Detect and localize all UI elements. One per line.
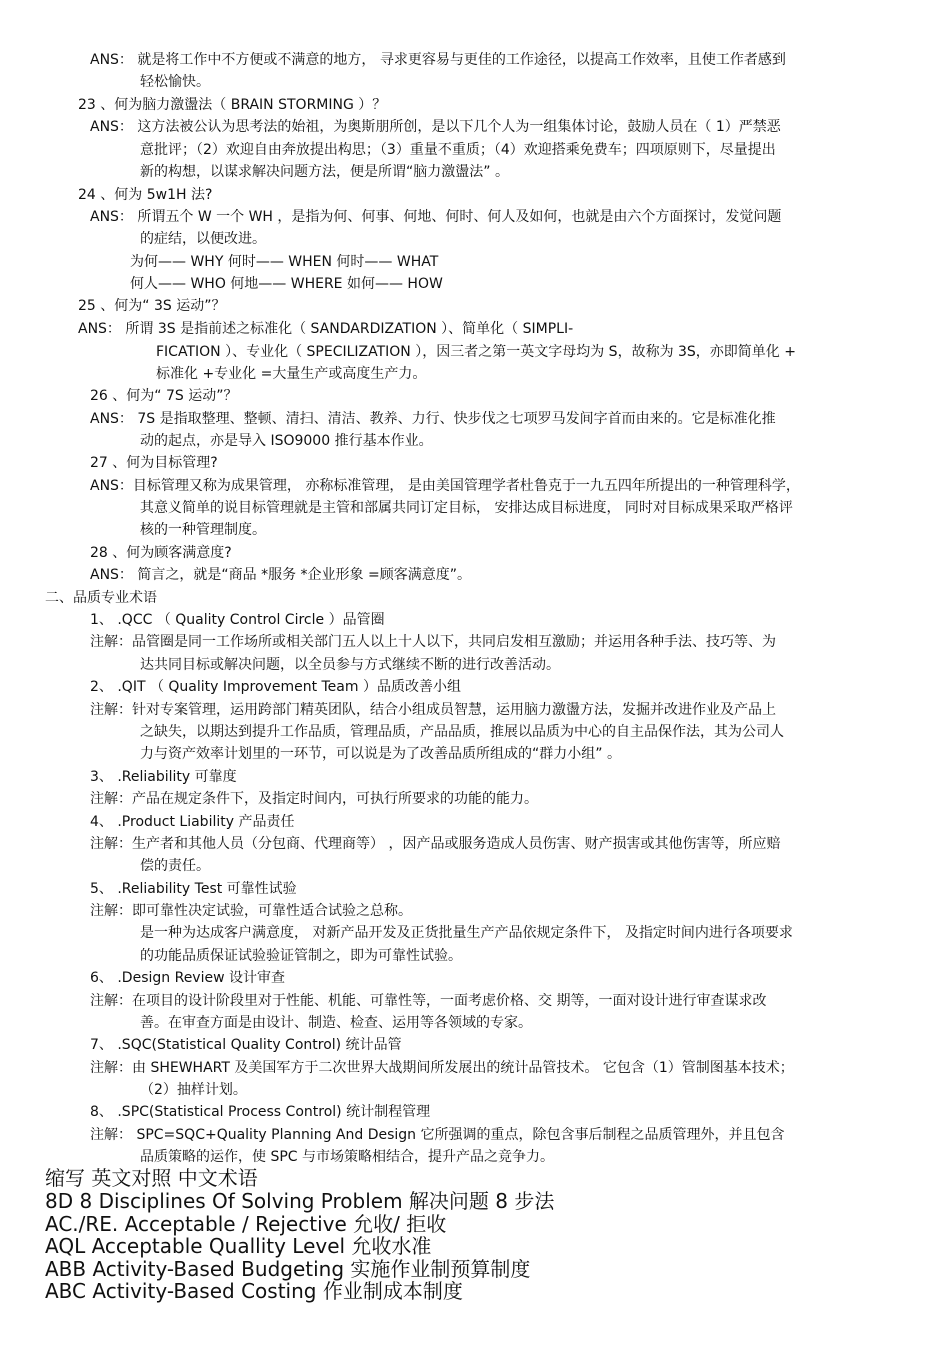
text-line: ANS： 所谓五个 W 一个 WH ，是指为何、何事、何地、何时、何人及如何，也就是由六个方面探讨，发觉问题 (90, 209, 782, 225)
text-line: 动的起点，亦是导入 ISO9000 推行基本作业。 (140, 433, 433, 449)
text-line: ANS： 简言之，就是“商品 *服务 *企业形象 =顾客满意度”。 (90, 567, 471, 583)
question-heading: 25 、何为“ 3S 运动”？ (78, 298, 226, 314)
text-line: ANS：目标管理又称为成果管理， 亦称标准管理， 是由美国管理学者杜鲁克于一九五四年所提出的一种管理科学， (90, 478, 800, 494)
glossary-row: 8D 8 Disciplines Of Solving Problem 解决问题 8 步法 (45, 1189, 555, 1213)
text-line: 之缺失，以期达到提升工作品质，管理品质，产品品质，推展以品质为中心的自主品保作法，其为公司人 (140, 724, 784, 740)
text-line: FICATION ）、专业化（ SPECILIZATION ），因三者之第一英文字母均为 S，故称为 3S，亦即简单化 + (156, 344, 796, 360)
question-heading: 24 、何为 5w1H 法? (78, 187, 213, 203)
section-heading: 二、品质专业术语 (45, 590, 157, 606)
question-heading: 23 、何为脑力激盪法（ BRAIN STORMING ）？ (78, 97, 387, 113)
text-line: 核的一种管理制度。 (140, 522, 266, 538)
text-line: 的功能品质保证试验验证管制之，即为可靠性试验。 (140, 948, 462, 964)
question-heading: 26 、何为“ 7S 运动”？ (90, 388, 238, 404)
text-line: 注解：产品在规定条件下，及指定时间内，可执行所要求的功能的能力。 (90, 791, 538, 807)
glossary-row: AC./RE. Acceptable / Rejective 允收/ 拒收 (45, 1212, 447, 1236)
text-line: 品质策略的运作，使 SPC 与市场策略相结合，提升产品之竞争力。 (140, 1149, 555, 1165)
text-line: ANS： 7S 是指取整理、整顿、清扫、清洁、教养、力行、快步伐之七项罗马发间字首而由来的。它是标准化推 (90, 411, 776, 427)
glossary-row: ABB Activity-Based Budgeting 实施作业制预算制度 (45, 1257, 531, 1281)
text-line: 注解：即可靠性决定试验，可靠性适合试验之总称。 (90, 903, 412, 919)
term-heading: 7、 .SQC(Statistical Quality Control) 统计品管 (90, 1037, 402, 1053)
text-line: ANS： 所谓 3S 是指前述之标准化（ SANDARDIZATION ）、简单化（ SIMPLI- (78, 321, 574, 337)
text-line: 标准化 +专业化 =大量生产或高度生产力。 (156, 366, 427, 382)
text-line: 为何—— WHY 何时—— WHEN 何时—— WHAT (130, 254, 439, 270)
text-line: 偿的责任。 (140, 858, 210, 874)
term-heading: 3、 .Reliability 可靠度 (90, 769, 237, 785)
glossary-row: ABC Activity-Based Costing 作业制成本制度 (45, 1279, 463, 1303)
text-line: ANS： 就是将工作中不方便或不满意的地方， 寻求更容易与更佳的工作途径，以提高工作效率，且使工作者感到 (90, 52, 786, 68)
text-line: 力与资产效率计划里的一环节，可以说是为了改善品质所组成的“群力小组” 。 (140, 746, 621, 762)
term-heading: 4、 .Product Liability 产品责任 (90, 814, 295, 830)
text-line: 注解：由 SHEWHART 及美国军方于二次世界大战期间所发展出的统计品管技术。 它包含（1）管制图基本技术； (90, 1060, 794, 1076)
glossary-row: AQL Acceptable Quallity Level 允收水准 (45, 1234, 432, 1258)
term-heading: 6、 .Design Review 设计审查 (90, 970, 285, 986)
text-line: 新的构想，以谋求解决问题方法，便是所谓“脑力激盪法” 。 (140, 164, 509, 180)
text-line: 轻松愉快。 (140, 74, 210, 90)
text-line: 达共同目标或解决问题，以全员参与方式继续不断的进行改善活动。 (140, 657, 560, 673)
text-line: 何人—— WHO 何地—— WHERE 如何—— HOW (130, 276, 443, 292)
question-heading: 27 、何为目标管理? (90, 455, 218, 471)
term-heading: 1、 .QCC （ Quality Control Circle ）品管圈 (90, 612, 385, 628)
text-line: 注解：在项目的设计阶段里对于性能、机能、可靠性等，一面考虑价格、交 期等，一面对设计进行审查谋求改 (90, 993, 767, 1009)
text-line: 注解：针对专案管理，运用跨部门精英团队，结合小组成员智慧，运用脑力激盪方法，发掘并改进作业及产品上 (90, 702, 776, 718)
text-line: 注解： SPC=SQC+Quality Planning And Design 它所强调的重点，除包含事后制程之品质管理外，并且包含 (90, 1127, 785, 1143)
text-line: ANS： 这方法被公认为思考法的始祖，为奥斯朋所创，是以下几个人为一组集体讨论，鼓励人员在（ 1）严禁恶 (90, 119, 781, 135)
term-heading: 8、 .SPC(Statistical Process Control) 统计制程管理 (90, 1104, 431, 1120)
text-line: 善。在审查方面是由设计、制造、检查、运用等各领域的专家。 (140, 1015, 532, 1031)
text-line: （2）抽样计划。 (140, 1082, 247, 1098)
text-line: 是一种为达成客户满意度， 对新产品开发及正货批量生产产品依规定条件下， 及指定时间内进行各项要求 (140, 925, 793, 941)
text-line: 意批评；（2）欢迎自由奔放提出构思；（3）重量不重质；（4）欢迎搭乘免费车；四项原则下，尽量提出 (140, 142, 776, 158)
term-heading: 2、 .QIT （ Quality Improvement Team ）品质改善小组 (90, 679, 461, 695)
text-line: 的症结，以便改进。 (140, 231, 266, 247)
text-line: 其意义简单的说目标管理就是主管和部属共同订定目标， 安排达成目标进度， 同时对目标成果采取严格评 (140, 500, 793, 516)
glossary-header: 缩写 英文对照 中文术语 (45, 1166, 258, 1190)
question-heading: 28 、何为顾客满意度? (90, 545, 232, 561)
text-line: 注解：品管圈是同一工作场所或相关部门五人以上十人以下，共同启发相互激励；并运用各种手法、技巧等、为 (90, 634, 776, 650)
text-line: 注解：生产者和其他人员（分包商、代理商等） ，因产品或服务造成人员伤害、财产损害或其他伤害等，所应赔 (90, 836, 781, 852)
term-heading: 5、 .Reliability Test 可靠性试验 (90, 881, 297, 897)
